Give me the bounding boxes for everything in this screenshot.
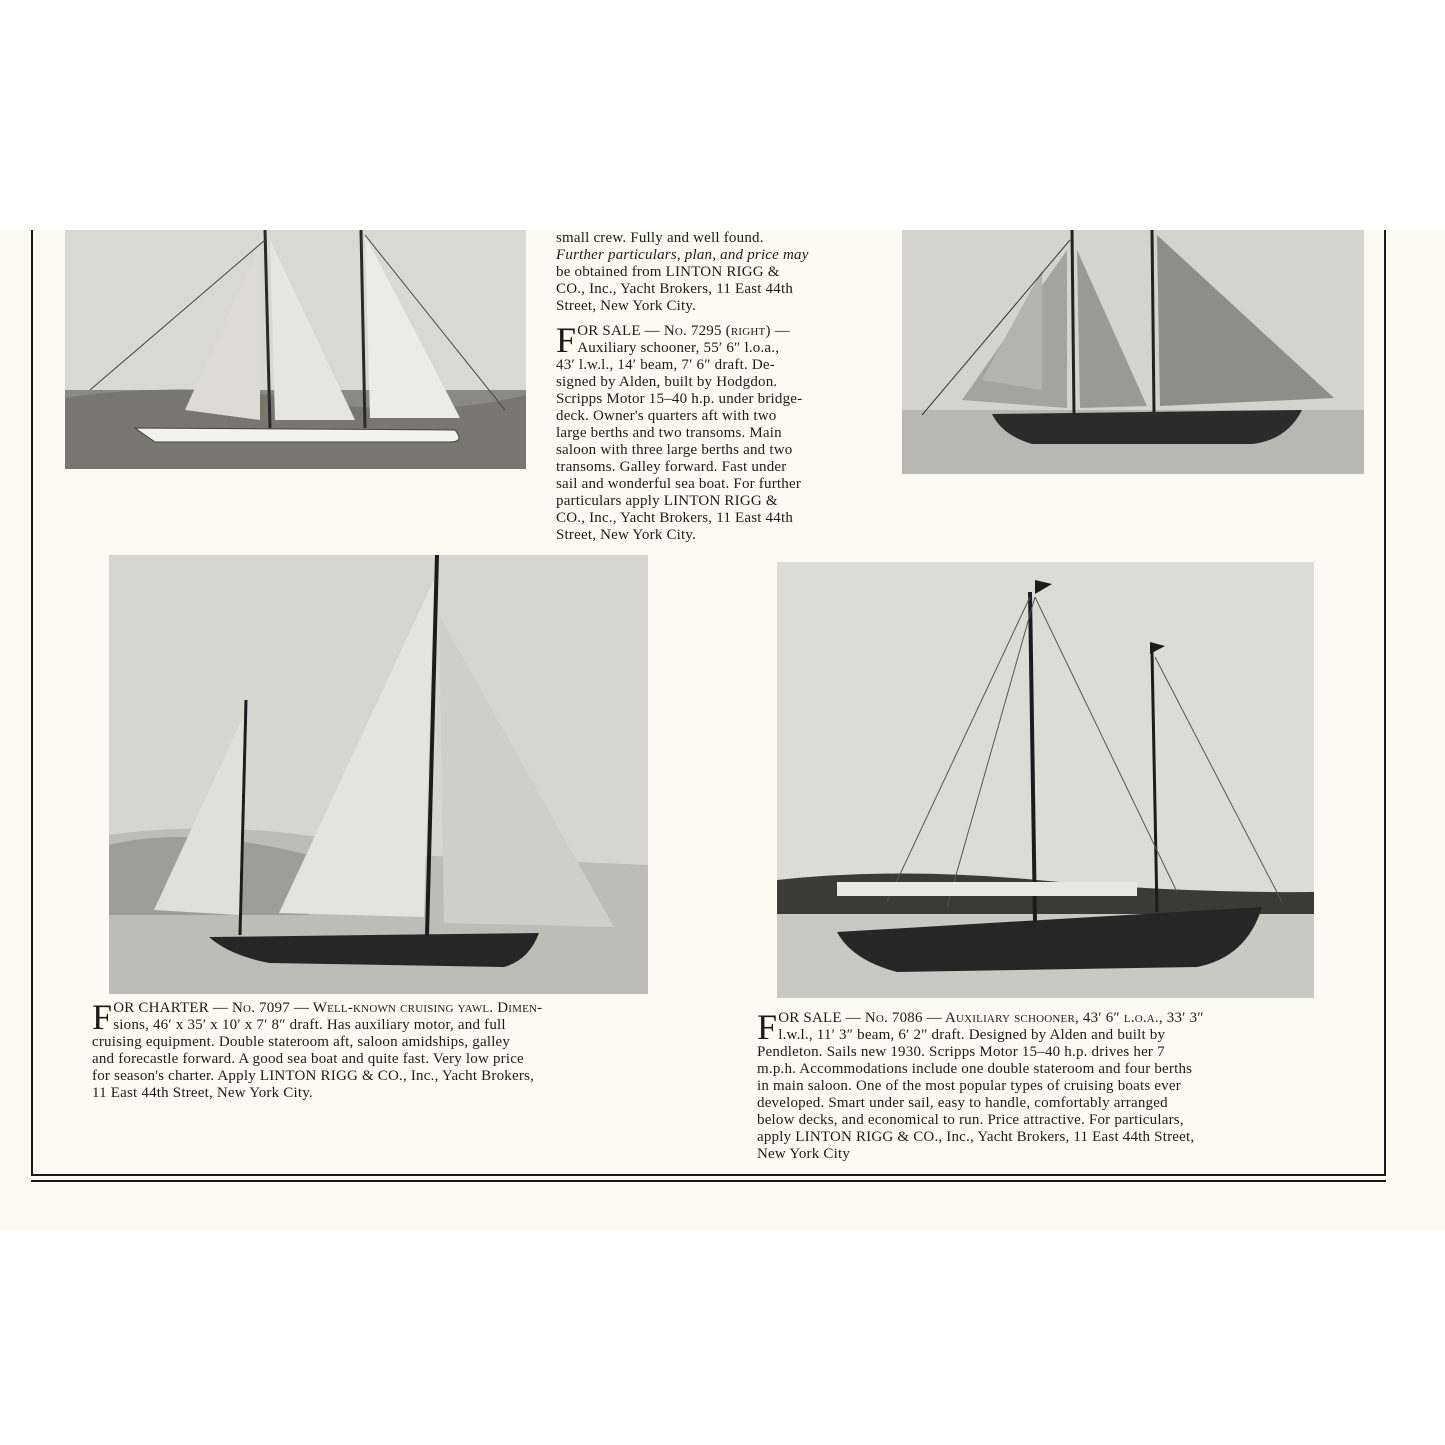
listing-7295	[556, 320, 876, 544]
listing-line: Scripps Motor 15–40 h.p. under bridge-	[556, 391, 803, 407]
listing-line: 11 East 44th Street, New York City.	[92, 1085, 313, 1101]
listing-line: Street, New York City.	[556, 527, 697, 543]
listing-line: New York City	[757, 1146, 851, 1162]
listing-line: transoms. Galley forward. Fast under	[556, 459, 787, 475]
listing-line: cruising equipment. Double stateroom aft, saloon amidships, galley	[92, 1034, 511, 1050]
listing-line: CO., Inc., Yacht Brokers, 11 East 44th	[556, 510, 794, 526]
listing-line: 43′ l.w.l., 14′ beam, 7′ 6″ draft. De-	[556, 357, 775, 373]
listing-7086	[757, 1007, 1335, 1163]
listing-line: in main saloon. One of the most popular types of cruising boats ever	[757, 1078, 1181, 1094]
white-schooner-photo	[65, 230, 526, 469]
listing-heading: OR SALE — No. 7086 — Auxiliary schooner, 43′ 6″ l.o.a., 33′ 3″	[778, 1010, 1204, 1026]
yawl-photo	[109, 555, 648, 994]
listing-heading: OR CHARTER — No. 7097 — Well-known cruising yawl. Dimen-	[113, 1000, 543, 1016]
listing-line: large berths and two transoms. Main	[556, 425, 782, 441]
drop-cap: F	[92, 997, 113, 1037]
listing-heading: OR SALE — No. 7295 (right) —	[577, 323, 790, 339]
yawl-illustration	[109, 555, 648, 994]
listing-line: Pendleton. Sails new 1930. Scripps Motor 15–40 h.p. drives her 7	[757, 1044, 1165, 1060]
listing-line: for season's charter. Apply LINTON RIGG & CO., Inc., Yacht Brokers,	[92, 1068, 535, 1084]
intro-line: Street, New York City.	[556, 298, 697, 314]
listing-line: signed by Alden, built by Hodgdon.	[556, 374, 778, 390]
listing-line: saloon with three large berths and two	[556, 442, 793, 458]
listing-line: Auxiliary schooner, 55′ 6″ l.o.a.,	[577, 340, 780, 356]
listing-line: developed. Smart under sail, easy to handle, comfortably arranged	[757, 1095, 1168, 1111]
listing-line: m.p.h. Accommodations include one double stateroom and four berths	[757, 1061, 1193, 1077]
schooner-7086-photo	[777, 562, 1314, 998]
dark-schooner-illustration	[902, 230, 1364, 474]
listing-7295-intro	[556, 230, 876, 315]
intro-line: CO., Inc., Yacht Brokers, 11 East 44th	[556, 281, 794, 297]
listing-line: sail and wonderful sea boat. For further	[556, 476, 802, 492]
listing-line: apply LINTON RIGG & CO., Inc., Yacht Brokers, 11 East 44th Street,	[757, 1129, 1195, 1145]
listing-line: particulars apply LINTON RIGG &	[556, 493, 778, 509]
intro-line: small crew. Fully and well found.	[556, 230, 764, 246]
listing-line: and forecastle forward. A good sea boat and quite fast. Very low price	[92, 1051, 524, 1067]
drop-cap: F	[757, 1007, 778, 1047]
dark-schooner-photo	[902, 230, 1364, 474]
intro-line: Further particulars, plan, and price may	[556, 247, 809, 263]
listing-line: below decks, and economical to run. Price attractive. For particulars,	[757, 1112, 1184, 1128]
white-schooner-illustration	[65, 230, 526, 469]
listing-line: deck. Owner's quarters aft with two	[556, 408, 777, 424]
drop-cap: F	[556, 320, 577, 360]
schooner-7086-illustration	[777, 562, 1314, 998]
listing-7097	[92, 997, 662, 1102]
intro-line: be obtained from LINTON RIGG &	[556, 264, 780, 280]
listing-line: sions, 46′ x 35′ x 10′ x 7′ 8″ draft. Has auxiliary motor, and full	[113, 1017, 506, 1033]
listing-line: l.w.l., 11′ 3″ beam, 6′ 2″ draft. Designed by Alden and built by	[778, 1027, 1166, 1043]
